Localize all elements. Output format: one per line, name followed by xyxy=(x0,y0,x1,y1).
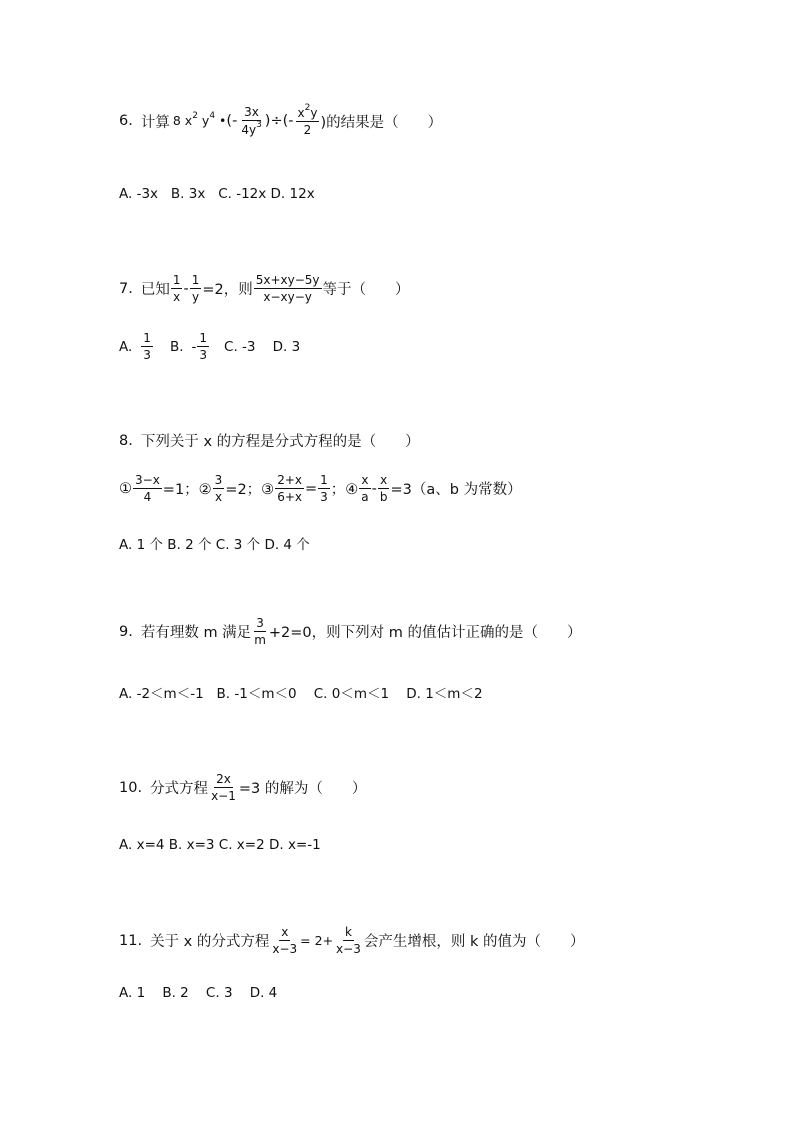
question-text: 关于 x 的分式方程 xyxy=(150,934,270,950)
question-number: 11. xyxy=(119,932,143,949)
question-7-stem xyxy=(119,274,410,303)
question-text: 分式方程 xyxy=(150,781,209,797)
fraction: $\frac{2+x}{6+x}$ xyxy=(277,473,302,504)
fraction: $\frac{3-x}{4}$ xyxy=(135,473,160,504)
question-6-options: A. -3x B. 3x C. -12x D. 12x xyxy=(119,186,315,202)
question-text: +2=0，则下列对 m 的值估计正确的是（ ） xyxy=(268,625,582,641)
fraction: $\frac{1}{3}$ xyxy=(199,331,208,362)
question-10-stem xyxy=(119,773,366,802)
fraction: $\frac{5x+xy-5y}{x-xy-y}$ xyxy=(255,273,320,304)
question-8-stem xyxy=(119,430,420,451)
equation-text: =2；③ xyxy=(225,482,275,498)
fraction: $\frac{3x}{4y^3}$ xyxy=(241,105,262,137)
question-number: 10. xyxy=(119,779,143,796)
math-symbol: ( xyxy=(226,113,233,129)
question-text: 等于（ ） xyxy=(322,282,410,298)
question-text: 计算 xyxy=(140,114,170,131)
math-symbol: - xyxy=(288,113,294,129)
fraction: $\frac{1}{y}$ xyxy=(191,273,200,304)
fraction: $\frac{2x}{x-1}$ xyxy=(211,772,236,803)
question-text: =3 的解为（ ） xyxy=(238,781,367,797)
question-text: 下列关于 x 的方程是分式方程的是（ ） xyxy=(140,434,420,450)
question-6-stem xyxy=(119,103,443,137)
fraction: $\frac{3}{x}$ xyxy=(214,473,223,504)
question-number: 7. xyxy=(119,280,133,297)
choice-marker: ① xyxy=(119,480,132,497)
option-a-label: A. xyxy=(119,338,133,355)
question-number: 8. xyxy=(119,432,133,449)
math-symbol: - xyxy=(191,338,197,355)
question-8-options: A. 1 个 B. 2 个 C. 3 个 D. 4 个 xyxy=(119,537,310,553)
option-b-label: B. xyxy=(169,338,184,355)
question-11-stem xyxy=(119,926,584,955)
equation-text: =1；② xyxy=(162,482,212,498)
fraction: $\frac{1}{3}$ xyxy=(143,331,151,362)
math-symbol: - xyxy=(232,113,238,129)
question-8-choices xyxy=(119,474,522,503)
question-text: )的结果是（ ） xyxy=(320,114,443,131)
question-text: 会产生增根，则 k 的值为（ ） xyxy=(363,934,585,950)
fraction: $\frac{x}{b}$ xyxy=(379,473,388,504)
question-text: 若有理数 m 满足 xyxy=(140,625,252,641)
math-term: 8 $x^2$ $y^4$ • xyxy=(172,111,227,129)
fraction: $\frac{x}{x-3}$ xyxy=(272,925,298,956)
fraction: $\frac{x}{a}$ xyxy=(361,473,369,504)
fraction: $\frac{1}{3}$ xyxy=(320,473,328,504)
equation-text: ；④ xyxy=(330,482,359,498)
math-symbol: - xyxy=(371,480,377,497)
question-10-options: A. x=4 B. x=3 C. x=2 D. x=-1 xyxy=(119,837,321,853)
math-symbol: )÷( xyxy=(264,113,289,129)
math-symbol: - xyxy=(183,280,189,297)
option-rest: C. -3 D. 3 xyxy=(224,338,301,355)
question-text: 已知 xyxy=(140,282,170,298)
equation-text: = xyxy=(304,480,318,497)
fraction: $\frac{k}{x-3}$ xyxy=(336,925,361,956)
question-7-options xyxy=(119,332,300,361)
fraction: $\frac{1}{x}$ xyxy=(172,273,181,304)
equation-text: = 2+ xyxy=(300,933,334,948)
fraction: $\frac{x^2y}{2}$ xyxy=(297,103,318,137)
question-number: 9. xyxy=(119,623,133,640)
question-9-stem xyxy=(119,617,581,646)
question-9-options: A. -2＜m＜-1 B. -1＜m＜0 C. 0＜m＜1 D. 1＜m＜2 xyxy=(119,686,483,702)
equation-text: =3（a、b 为常数） xyxy=(390,482,522,498)
question-11-options: A. 1 B. 2 C. 3 D. 4 xyxy=(119,985,278,1001)
question-text: =2，则 xyxy=(202,282,253,298)
fraction: $\frac{3}{m}$ xyxy=(254,616,266,647)
question-number: 6. xyxy=(119,113,133,129)
